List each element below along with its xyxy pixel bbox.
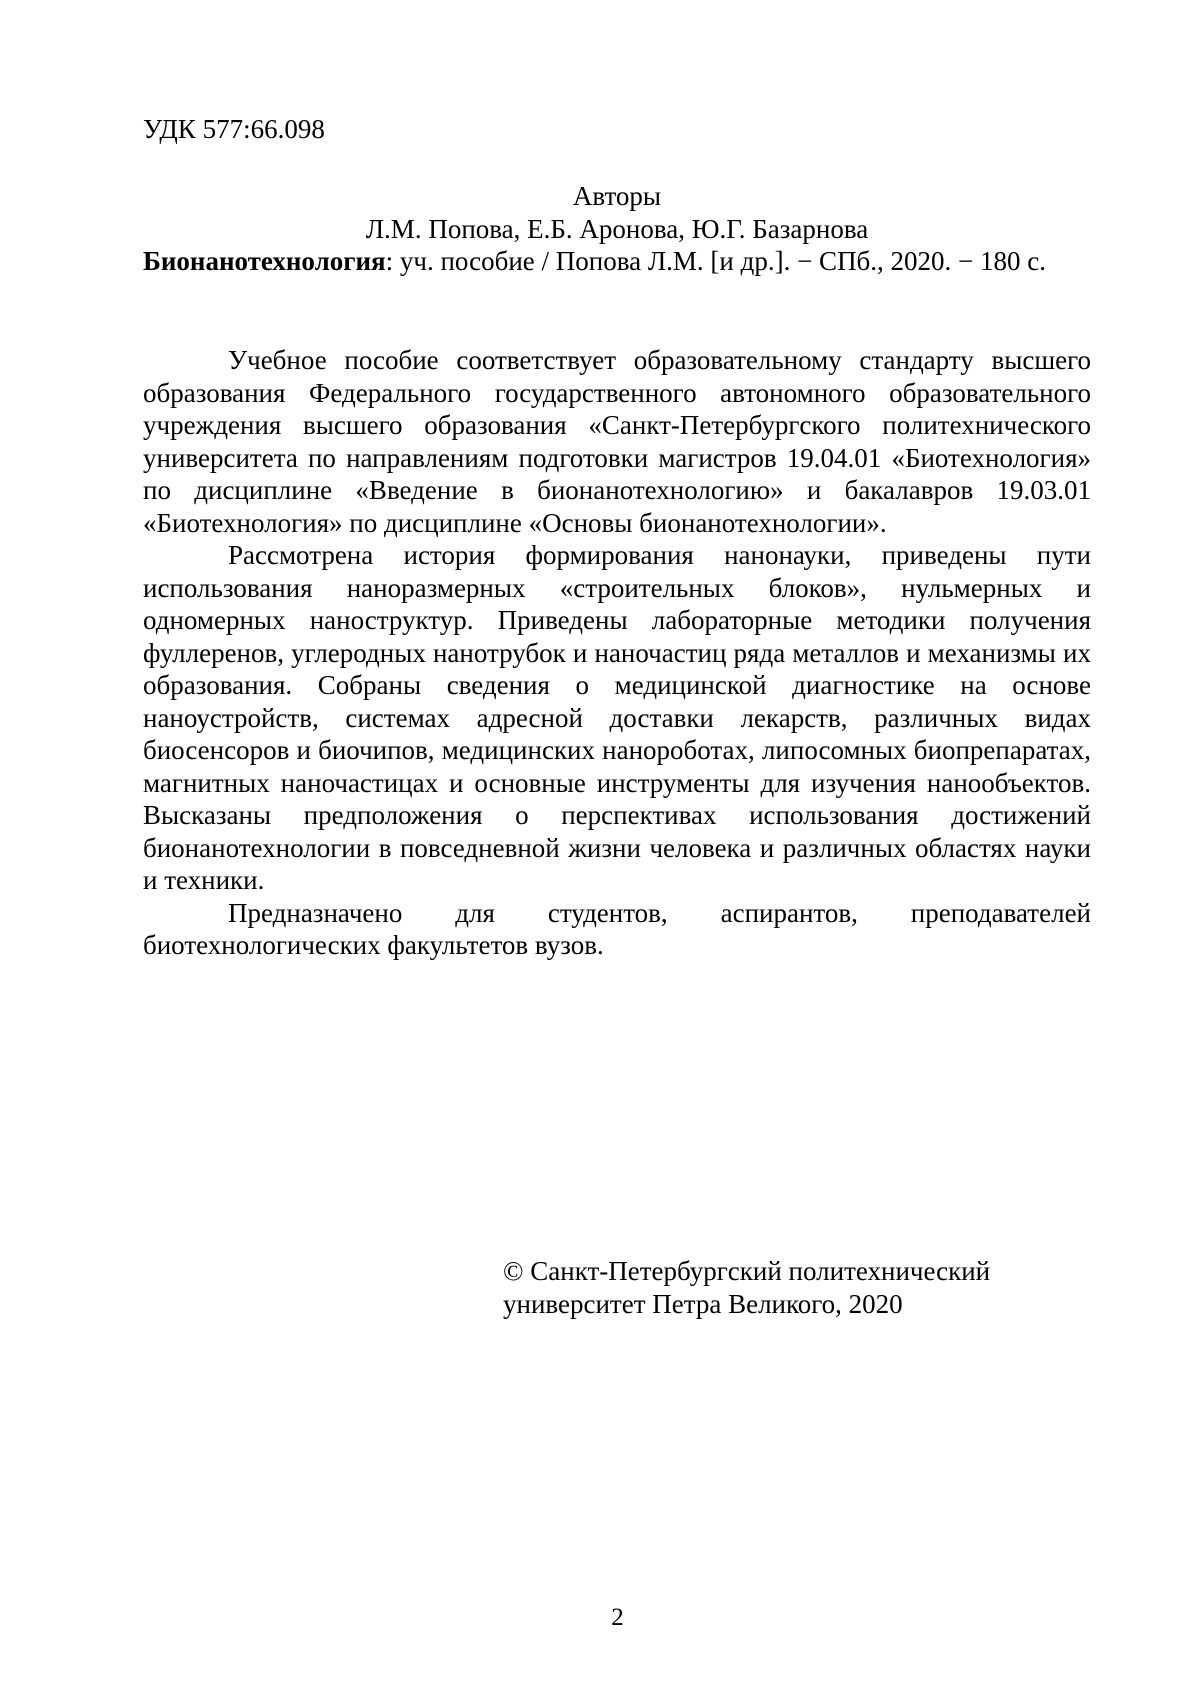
bibliographic-citation (143, 245, 1091, 277)
udk-code: УДК 577:66.098 (143, 113, 325, 145)
copyright-line: университет Петра Великого, 2020 (503, 1288, 1063, 1321)
copyright-notice (503, 1255, 1063, 1321)
authors-label: Авторы (143, 180, 1091, 212)
abstract-paragraph: Предназначено для студентов, аспирантов, преподавателей биотехнологических факультетов вузов. (143, 897, 1091, 962)
page-number: 2 (0, 1603, 1200, 1633)
book-title: Бионанотехнология (143, 246, 386, 276)
abstract (143, 344, 1091, 962)
citation-details: : уч. пособие / Попова Л.М. [и др.]. − СПб., 2020. − 180 с. (386, 246, 1046, 276)
abstract-paragraph: Рассмотрена история формирования нанонауки, приведены пути использования наноразмерных «строительных блоков», нульмерных и одномерных наноструктур. Приведены лабораторные методики получения фуллеренов, углеродных нанотрубок и наночастиц ряда металлов и механизмы их образования. Собраны сведения о медицинской диагностике на основе наноустройств, системах адресной доставки лекарств, различных видах биосенсоров и биочипов, медицинских нанороботах, липосомных биопрепаратах, магнитных наночастицах и основные инструменты для изучения нанообъектов. Высказаны предположения о перспективах использования достижений бионанотехнологии в повседневной жизни человека и различных областях науки и техники. (143, 539, 1091, 897)
authors-names: Л.М. Попова, Е.Б. Аронова, Ю.Г. Базарнова (143, 213, 1091, 245)
copyright-line: © Санкт-Петербургский политехнический (503, 1255, 1063, 1288)
abstract-paragraph: Учебное пособие соответствует образовательному стандарту высшего образования Федерального государственного автономного образовательного учреждения высшего образования «Санкт-Петербургского политехнического университета по направлениям подготовки магистров 19.04.01 «Биотехнология» по дисциплине «Введение в бионанотехнологию» и бакалавров 19.03.01 «Биотехнология» по дисциплине «Основы бионанотехнологии». (143, 344, 1091, 539)
document-page (0, 0, 1200, 1697)
